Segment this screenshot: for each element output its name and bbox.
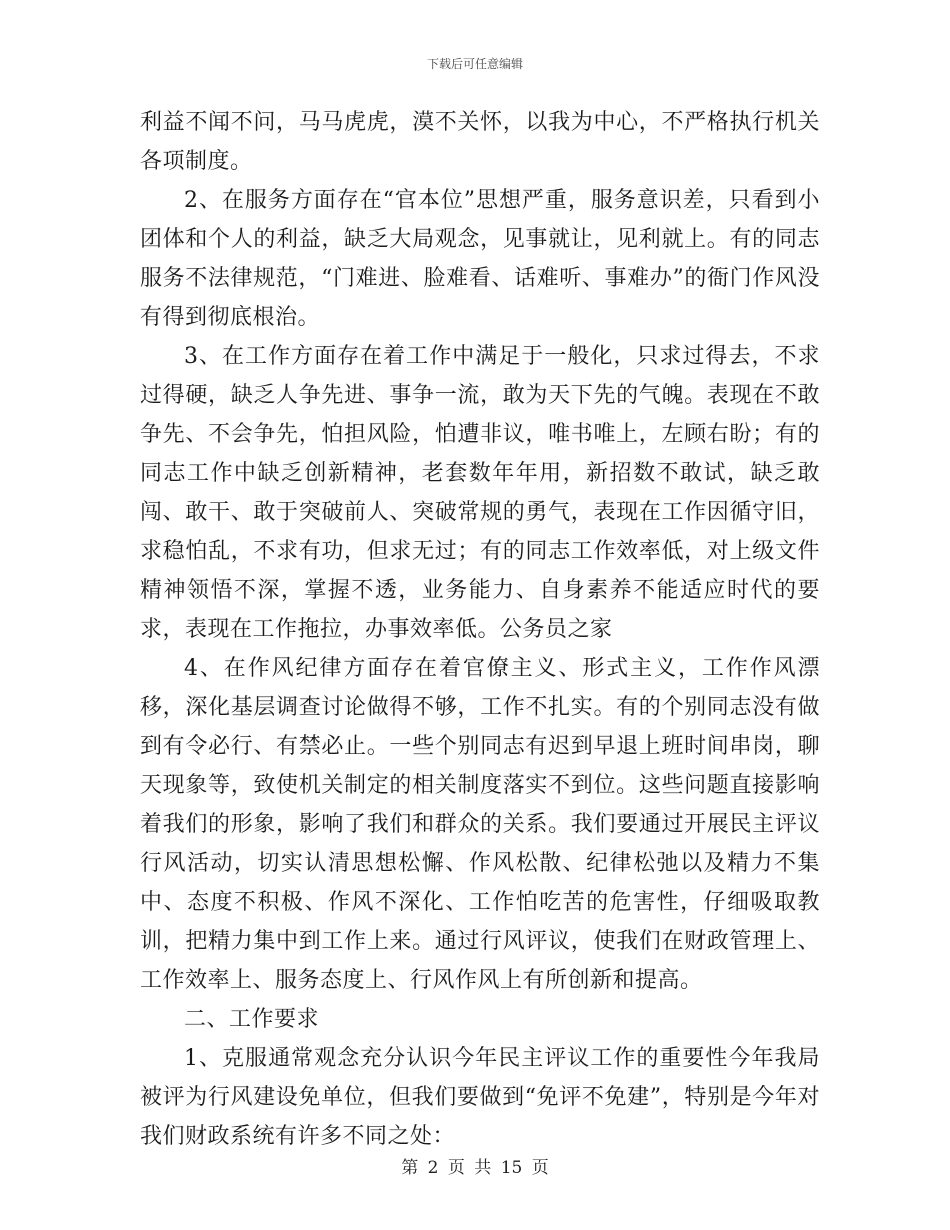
paragraph-service: 2、在服务方面存在“官本位”思想严重，服务意识差，只看到小团体和个人的利益，缺乏大局观念，见事就让，见利就上。有的同志服务不法律规范，“门难进、脸难看、话难听、事难办”的衙门作风没有得到彻底根治。 (140, 188, 820, 330)
paragraph-discipline: 4、在作风纪律方面存在着官僚主义、形式主义，工作作风漂移，深化基层调查讨论做得不够，工作不扎实。有的个别同志没有做到有令必行、有禁必止。一些个别同志有迟到早退上班时间串岗，聊天现象等，致使机关制定的相关制度落实不到位。这些问题直接影响着我们的形象，影响了我们和群众的关系。我们要通过开展民主评议行风活动，切实认清思想松懈、作风松散、纪律松弛以及精力不集中、态度不积极、作风不深化、工作怕吃苦的危害性，仔细吸取教训，把精力集中到工作上来。通过行风评议，使我们在财政管理上、工作效率上、服务态度上、行风作风上有所创新和提高。 (140, 656, 820, 993)
section-heading-requirements: 二、工作要求 (184, 1007, 320, 1032)
page-header: 下载后可任意编辑 (426, 57, 523, 71)
paragraph-work: 3、在工作方面存在着工作中满足于一般化，只求过得去，不求过得硬，缺乏人争先进、事争一流，敢为天下先的气魄。表现在不敢争先、不会争先，怕担风险，怕遭非议，唯书唯上，左顾右盼；有的同志工作中缺乏创新精神，老套数年年用，新招数不敢试，缺乏敢闯、敢干、敢于突破前人、突破常规的勇气，表现在工作因循守旧，求稳怕乱，不求有功，但求无过；有的同志工作效率低，对上级文件精神领悟不深，掌握不透，业务能力、自身素养不能适应时代的要求，表现在工作拖拉，办事效率低。公务员之家 (140, 344, 820, 642)
paragraph-requirement-1: 1、克服通常观念充分认识今年民主评议工作的重要性今年我局被评为行风建设免单位，但我们要做到“免评不免建”，特别是今年对我们财政系统有许多不同之处： (140, 1046, 820, 1149)
paragraph-continued: 利益不闻不问，马马虎虎，漠不关怀，以我为中心，不严格执行机关各项制度。 (140, 110, 820, 174)
page-number: 第 2 页 共 15 页 (401, 1158, 549, 1178)
document-body (140, 103, 820, 1156)
